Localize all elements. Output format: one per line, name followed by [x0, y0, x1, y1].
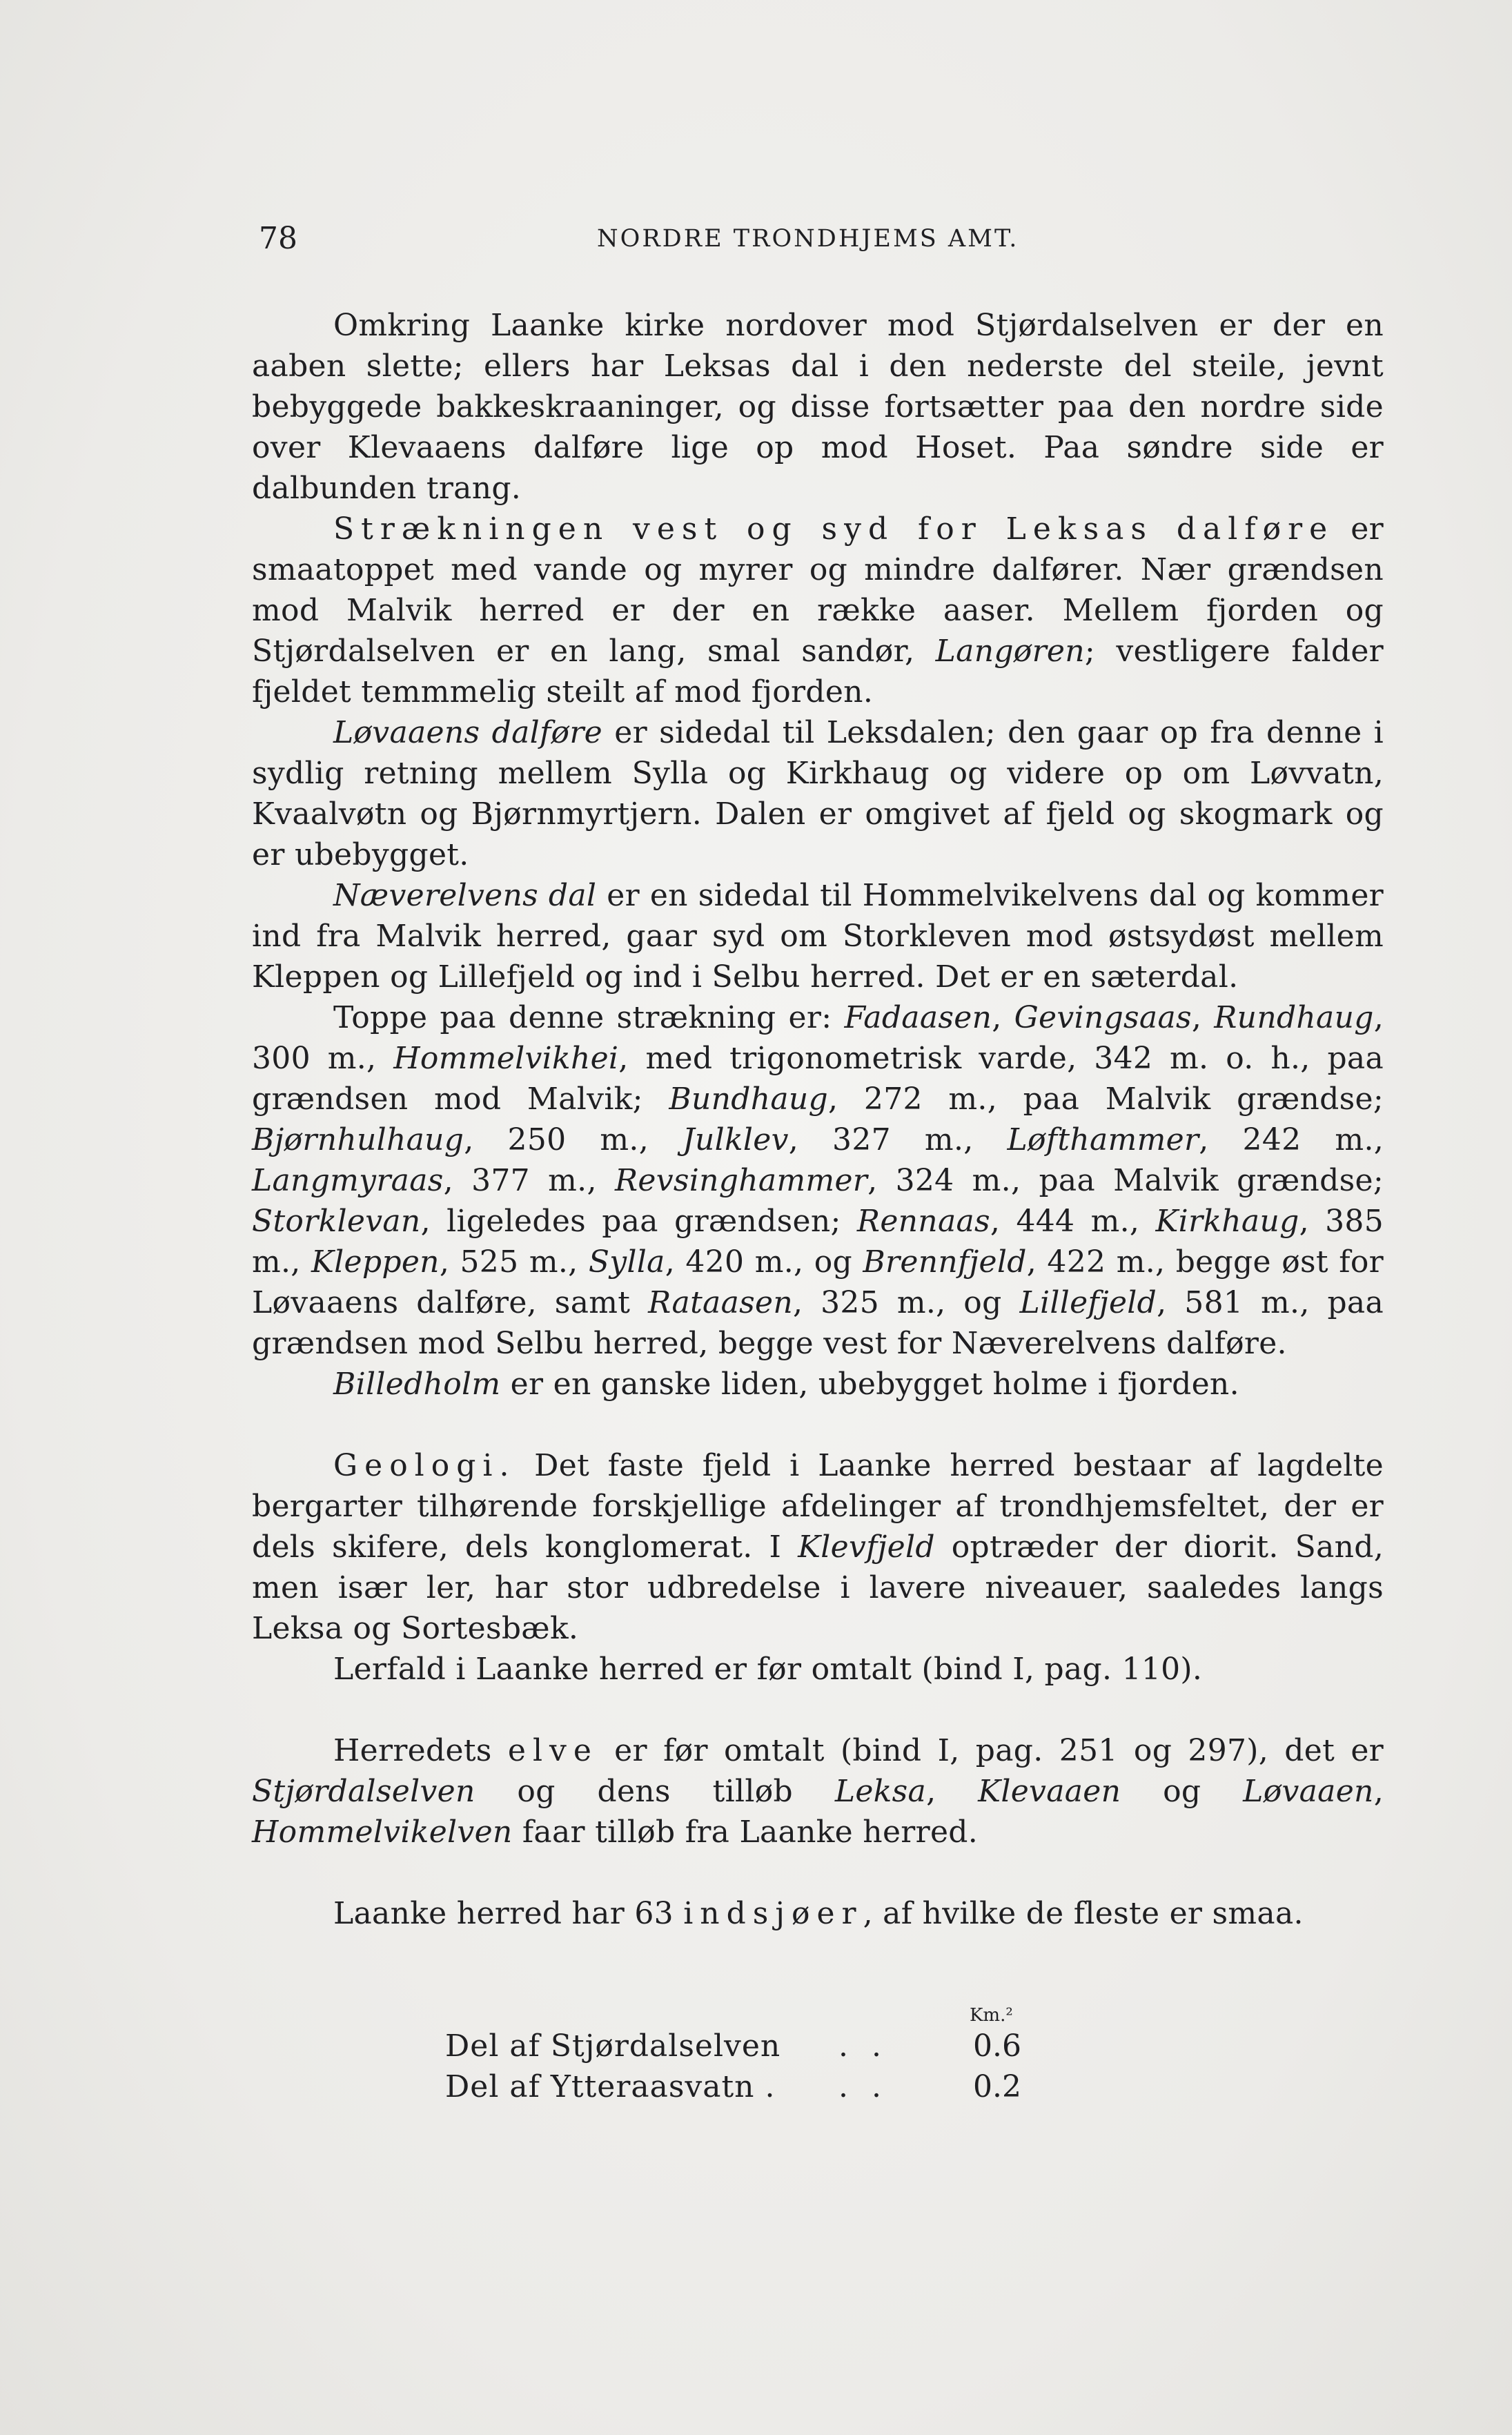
place-name: Langøren: [935, 634, 1085, 669]
text-run: , 422 m., begge øst for Løvaaens dalføre, samt: [252, 1244, 1384, 1320]
place-name: Brennfjeld: [863, 1244, 1027, 1280]
table-row: [445, 2066, 1066, 2107]
paragraph-5-peaks: [252, 997, 1384, 1364]
place-name: Fadaasen: [844, 1000, 992, 1035]
text-run: , 327 m.,: [788, 1122, 1008, 1157]
text-run: , 300 m.,: [252, 1000, 1384, 1076]
spaced-heading: Geologi.: [333, 1448, 516, 1483]
text-run: , 324 m., paa Malvik grændse;: [867, 1163, 1384, 1198]
lake-area: 0.2: [973, 2069, 1021, 2104]
text-run: , 444 m.,: [990, 1204, 1156, 1239]
text-run: , af hvilke de fleste er smaa.: [863, 1896, 1304, 1931]
river-name: Leksa: [834, 1774, 927, 1809]
lake-area: 0.6: [973, 2028, 1021, 2064]
place-name: Lillefjeld: [1019, 1285, 1157, 1320]
body-text: [252, 305, 1384, 1934]
paragraph-4: [252, 875, 1384, 997]
section-gap: [252, 1405, 1384, 1445]
place-name: Gevingsaas: [1014, 1000, 1192, 1035]
section-gap: [252, 1690, 1384, 1730]
place-name: Klevfjeld: [798, 1529, 935, 1565]
paragraph-6-text: er en ganske liden, ubebygget holme i fjorden.: [500, 1367, 1239, 1402]
text-run: , 377 m.,: [443, 1163, 615, 1198]
place-name: Julklev: [683, 1122, 789, 1157]
place-name: Langmyraas: [252, 1163, 444, 1198]
text-run: , med trigonometrisk varde, 342 m. o. h., paa grændsen mod Malvik;: [252, 1041, 1384, 1117]
paragraph-4-text: er en sidedal til Hommelvikelvens dal og kommer ind fra Malvik herred, gaar syd om Storkleven mod østsydøst mellem Kleppen og Lillefjeld og ind i Selbu herred. Det er en sæterdal.: [252, 878, 1384, 995]
paragraph-1: Omkring Laanke kirke nordover mod Stjørdalselven er der en aaben slette; ellers har Leksas dal i den nederste del steile, jevnt bebyggede bakkeskraaninger, og disse fortsætter paa den nordre side over Klevaaens dalføre lige op mod Hoset. Paa søndre side er dalbunden trang.: [252, 308, 1384, 506]
place-name: Rataasen: [648, 1285, 793, 1320]
running-head: NORDRE TRONDHJEMS AMT.: [597, 225, 1019, 253]
paragraph-2: [252, 509, 1384, 712]
leader-dots: . .: [838, 2028, 888, 2064]
place-name: Næverelvens dal: [333, 878, 597, 913]
paragraph-3: [252, 712, 1384, 875]
river-name: Stjørdalselven: [252, 1774, 475, 1809]
text-run: faar tilløb fra Laanke herred.: [512, 1815, 979, 1850]
text-run: , ligeledes paa grændsen;: [420, 1204, 857, 1239]
spaced-heading: indsjøer: [683, 1896, 863, 1931]
text-run: Toppe paa denne strækning er:: [333, 1000, 845, 1035]
text-run: Laanke herred har 63: [333, 1896, 684, 1931]
text-run: , 250 m.,: [464, 1122, 683, 1157]
text-run: er før omtalt (bind I, pag. 251 og 297), det er: [598, 1733, 1384, 1768]
paragraph-geology-end: optræder der diorit. Sand, men især ler, har stor udbredelse i lavere niveauer, saaledes langs Leksa og Sortesbæk.: [252, 1529, 1384, 1646]
text-run: ,: [1373, 1774, 1384, 1809]
place-name: Bjørnhulhaug: [252, 1122, 464, 1157]
text-run: ,: [926, 1774, 979, 1809]
place-name: Bundhaug: [669, 1082, 829, 1117]
text-run: og dens tilløb: [475, 1774, 835, 1809]
paragraph-2-text: er smaatoppet med vande og myrer og mindre dalfører. Nær grændsen mod Malvik herred er der en række aaser. Mellem fjorden og Stjørdalselven er en lang, smal sandør,: [252, 511, 1384, 669]
place-name: Storklevan: [252, 1204, 421, 1239]
text-run: , 525 m.,: [439, 1244, 589, 1280]
river-name: Hommelvikelven: [252, 1815, 513, 1850]
paragraph-6: [252, 1364, 1384, 1405]
text-run: og: [1121, 1774, 1244, 1809]
paragraph-3-text: er sidedal til Leksdalen; den gaar op fra denne i sydlig retning mellem Sylla og Kirkhaug og videre op om Løvvatn, Kvaalvøtn og Bjørnmyrtjern. Dalen er omgivet af fjeld og skogmark og er ubebygget.: [252, 715, 1384, 872]
lake-name: Del af Ytteraasvatn .: [445, 2069, 776, 2104]
place-name: Billedholm: [333, 1367, 501, 1402]
text-run: ,: [992, 1000, 1014, 1035]
paragraph-2-end: ; vestligere falder fjeldet temmmelig steilt af mod fjorden.: [252, 634, 1384, 710]
text-run: , 385 m.,: [252, 1204, 1384, 1280]
place-name: Revsinghammer: [614, 1163, 868, 1198]
place-name: Sylla: [588, 1244, 665, 1280]
river-name: Klevaaen: [978, 1774, 1121, 1809]
text-run: , 581 m., paa grændsen mod Selbu herred, begge vest for Næverelvens dalføre.: [252, 1285, 1384, 1361]
text-run: , 242 m.,: [1199, 1122, 1384, 1157]
place-name: Løfthammer: [1007, 1122, 1199, 1157]
lakes-table: [445, 2005, 1066, 2107]
paragraph-lerfald: Lerfald i Laanke herred er før omtalt (bind I, pag. 110).: [333, 1652, 1203, 1687]
lake-name: Del af Stjørdalselven: [445, 2028, 781, 2064]
unit-label: Km.²: [970, 2005, 1013, 2026]
text-run: , 325 m., og: [792, 1285, 1020, 1320]
text-run: ,: [1191, 1000, 1215, 1035]
text-run: Herredets: [333, 1733, 508, 1768]
table-row: [445, 2026, 1066, 2066]
place-name: Kleppen: [311, 1244, 440, 1280]
paragraph-geology: [252, 1445, 1384, 1649]
place-name: Kirkhaug: [1155, 1204, 1299, 1239]
place-name: Rundhaug: [1214, 1000, 1374, 1035]
paragraph-lakes: [252, 1893, 1384, 1934]
section-gap: [252, 1852, 1384, 1893]
text-run: , 272 m., paa Malvik grændse;: [828, 1082, 1384, 1117]
page-header: [259, 221, 1391, 262]
paragraph-rivers: [252, 1730, 1384, 1852]
paragraph-geology-text: Det faste fjeld i Laanke herred bestaar af lagdelte bergarter tilhørende forskjellige afdelinger af trondhjemsfeltet, der er dels skifere, dels konglomerat. I: [252, 1448, 1384, 1565]
spaced-heading: Strækningen vest og syd for Leksas dalføre: [333, 511, 1335, 547]
place-name: Rennaas: [856, 1204, 990, 1239]
place-name: Hommelvikhei: [393, 1041, 619, 1076]
text-run: , 420 m., og: [665, 1244, 863, 1280]
page-number: 78: [259, 221, 297, 256]
place-name: Løvaaens dalføre: [333, 715, 603, 750]
leader-dots: . .: [838, 2069, 888, 2104]
river-name: Løvaaen: [1243, 1774, 1374, 1809]
spaced-heading: elve: [507, 1733, 598, 1768]
